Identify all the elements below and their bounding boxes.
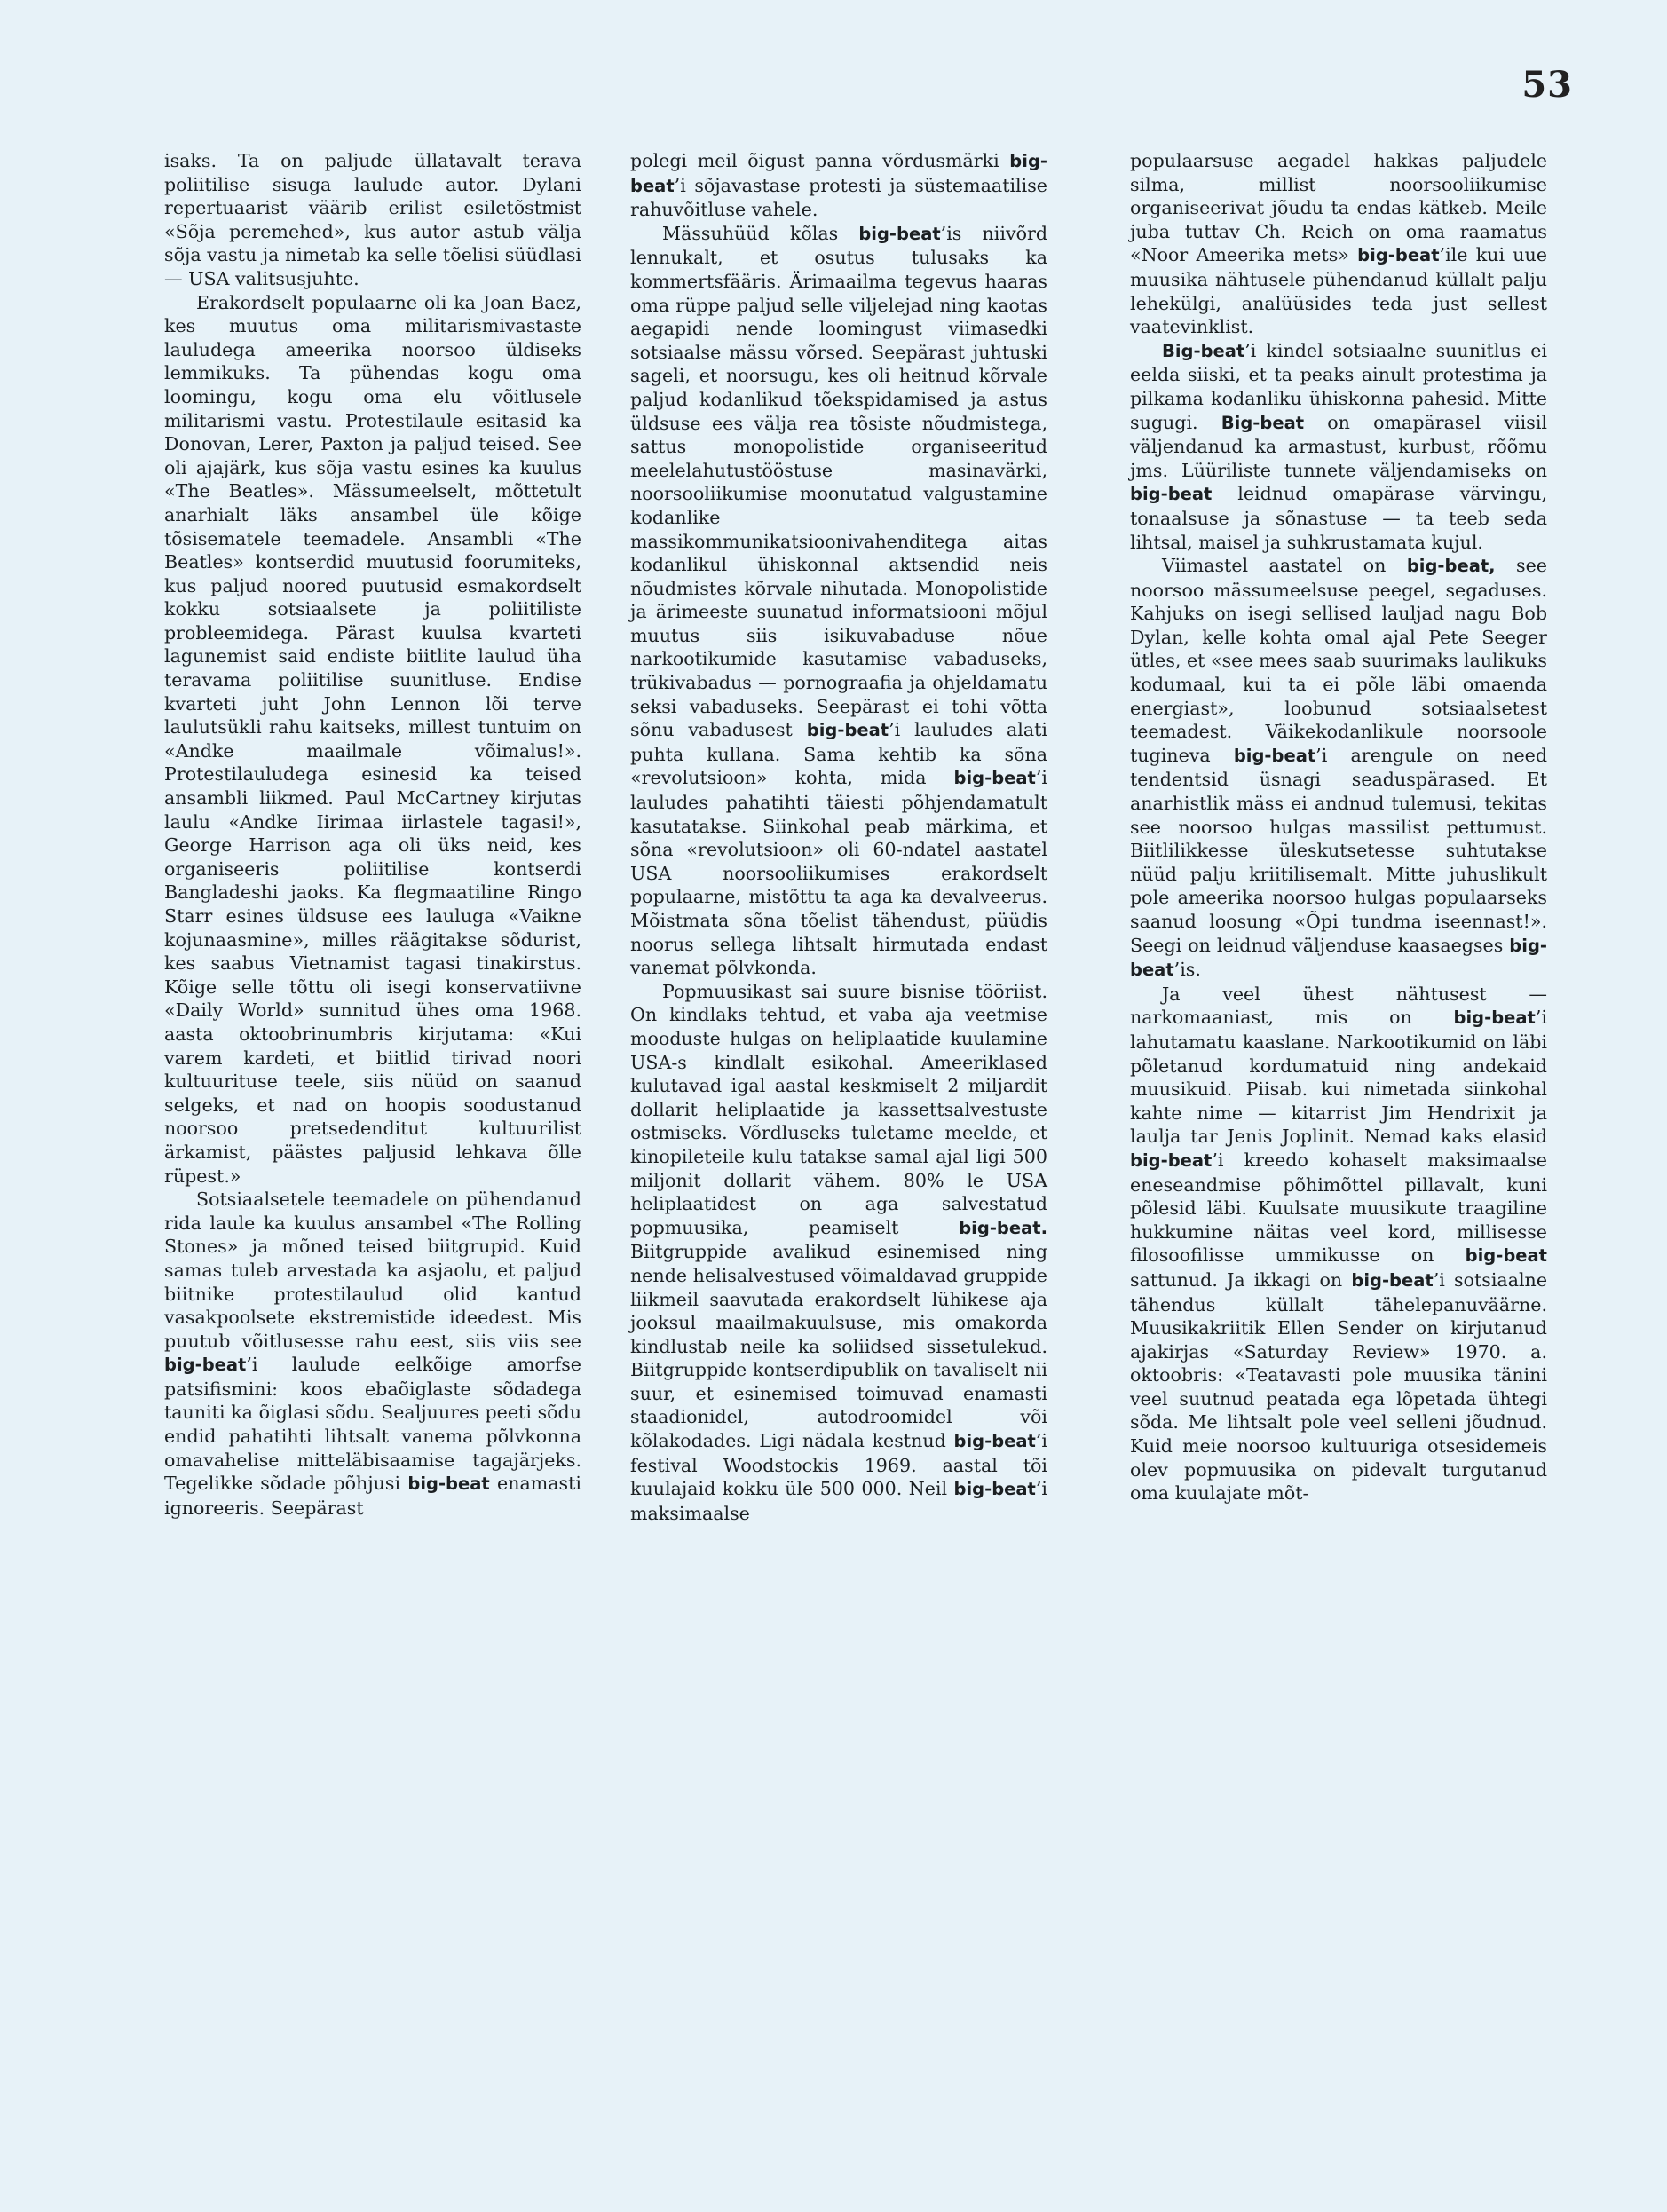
big-beat-term: big-beat xyxy=(1453,1007,1536,1029)
text-column-3 xyxy=(1130,149,1547,1505)
big-beat-term: big-beat xyxy=(953,768,1036,789)
big-beat-term: big-beat. xyxy=(959,1217,1047,1238)
big-beat-term: big-beat xyxy=(407,1473,490,1495)
paragraph: Big-beat’i kindel sotsiaalne suunitlus ei eelda siiski, et ta peaks ainult protestima ja pilkama kodanliku ühiskonna pahesid. Mitte sugugi. Big-beat on omapärasel viisil väljendanud ka armastust, kurbust, rõõmu jms. Lüüriliste tunnete väljendamiseks on big-beat leidnud omapärase värvingu, tonaalsuse ja sõnastuse — ta teeb seda lihtsal, maisel ja suhkrustamata kujul. xyxy=(1130,339,1547,553)
big-beat-term: big-beat xyxy=(806,720,889,741)
paragraph: Ja veel ühest nähtusest — narkomaaniast, mis on big-beat’i lahutamatu kaaslane. Narkootikumid on läbi põletanud kordumatuid ning andekaid muusikuid. Piisab. kui nimetada siinkohal kahte nime — kitarrist Jim Hendrixit ja laulja tar Jenis Joplinit. Nemad kaks elasid big-beat’i kreedo kohaselt maksimaalse eneseandmise põhimõttel pillavalt, kuni põlesid läbi. Kuulsate muusikute traagiline hukkumine näitas veel kord, millisesse filosoofilisse ummikusse on big-beat sattunud. Ja ikkagi on big-beat’i sotsiaalne tähendus küllalt tähelepanuväärne. Muusikakriitik Ellen Sender on kirjutanud ajakirjas «Saturday Review» 1970. a. oktoobris: «Teatavasti pole muusika tänini veel suutnud peatada ega lõpetada ühtegi sõda. Me lihtsalt pole veel selleni jõudnud. Kuid meie noorsoo kultuuriga otsesidemeis olev popmuusika on pidevalt turgutanud oma kuulajate mõt- xyxy=(1130,983,1548,1505)
paragraph: Popmuusikast sai suure bisnise tööriist. On kindlaks tehtud, et vaba aja veetmise mooduste hulgas on heliplaatide kuulamine USA-s kindlalt esikohal. Ameeriklased kulutavad igal aastal keskmiselt 2 miljardit dollarit heliplaatide ja kassettsalvestuste ostmiseks. Võrdluseks tuletame meelde, et kinopileteile kulu tatakse samal ajal ligi 500 miljonit dollarit vähem. 80% le USA heliplaatidest on aga salvestatud popmuusika, peamiselt big-beat. Biitgruppide avalikud esinemised ning nende helisalvestused võimaldavad gruppide liikmeil saavutada erakordselt lühikese aja jooksul maailmakuulsuse, mis omakorda kindlustab neile ka soliidsed sissetulekud. Biitgruppide kontserdipublik on tavaliselt nii suur, et esinemised toimuvad enamasti staadionidel, autodroomidel või kõlakodades. Ligi nädala kestnud big-beat’i festival Woodstockis 1969. aastal tõi kuulajaid kokku üle 500 000. Neil big-beat’i maksimaalse xyxy=(630,980,1047,1524)
text-column-1 xyxy=(164,149,581,1520)
page-number: 53 xyxy=(1521,64,1573,106)
big-beat-term: big-beat xyxy=(1130,1149,1213,1171)
big-beat-term: big-beat xyxy=(1130,484,1213,505)
big-beat-term: big-beat, xyxy=(1406,556,1496,577)
paragraph: Viimastel aastatel on big-beat, see noorsoo mässumeelsuse peegel, segaduses. Kahjuks on isegi sellised lauljad nagu Bob Dylan, kelle kohta omal ajal Pete Seeger ütles, et «see mees saab suurimaks laulikuks kodumaal, kui ta ei põle läbi omaenda energiast», loobunud sotsiaalsetest teemadest. Väikekodanlikule noorsoole tugineva big-beat’i arengule on need tendentsid üsnagi seaduspärased. Et anarhistlik mäss ei andnud tulemusi, tekitas see noorsoo hulgas massilist pettumust. Biitlilikkesse üleskutsetesse suhtutakse nüüd palju kriitilisemalt. Mitte juhuslikult pole ameerika noorsoo hulgas populaarseks saanud loosung «Õpi tundma iseennast!». Seegi on leidnud väljenduse kaasaegses big-beat’is. xyxy=(1130,555,1547,981)
paragraph: Mässuhüüd kõlas big-beat’is niivõrd lennukalt, et osutus tulusaks ka kommertsfääris. Ärimaailma tegevus haaras oma rüppe paljud selle viljelejad ning kaotas aegapidi nende loomingust viimasedki sotsiaalse mässu võrsed. Seepärast juhtuski sageli, et noorsugu, kes oli heitnud kõrvale paljud kodanlikud tõekspidamised ja astus üldsuse ees välja rea tõsiste nõudmistega, sattus monopolistide organiseeritud meelelahutustööstuse masinavärki, noorsooliikumise moonutatud valgustamine kodanlike massikommunikatsioonivahenditega aitas kodanlikul ühiskonnal aktsendid neis nõudmistes kõrvale nihutada. Monopolistide ja ärimeeste suunatud informatsiooni mõjul muutus siis isikuvabaduse nõue narkootikumide kasutamise vabaduseks, trükivabadus — pornograafia ja ohjeldamatu seksi vabaduseks. Seepärast ei tohi võtta sõnu vabadusest big-beat’i lauludes alati puhta kullana. Sama kehtib ka sõna «revolutsioon» kohta, mida big-beat’i lauludes pahatihti täiesti põhjendamatult kasutatakse. Siinkohal peab märkima, et sõna «revolutsioon» oli 60-ndatel aastatel USA noorsooliikumises erakordselt populaarne, mistõttu ta aga ka devalveerus. Mõistmata sõna tõelist tähendust, püüdis noorus sellega lihtsalt hirmutada endast vanemat põlvkonda. xyxy=(630,222,1047,979)
big-beat-term: big-beat xyxy=(953,1479,1036,1500)
paragraph: isaks. Ta on paljude üllatavalt terava poliitilise sisuga laulude autor. Dylani repertuaarist väärib erilist esiletõstmist «Sõja peremehed», kus autor astub välja sõja vastu ja nimetab ka selle tõelisi süüdlasi — USA valitsusjuhte. xyxy=(164,150,581,289)
paragraph: populaarsuse aegadel hakkas paljudele silma, millist noorsooliikumise organiseerivat jõudu ta endas kätkeb. Meile juba tuttav Ch. Reich on oma raamatus «Noor Ameerika mets» big-beat’ile kui uue muusika nähtusele pühendanud küllalt palju lehekülgi, analüüsides teda just sellest vaatevinklist. xyxy=(1130,150,1547,338)
big-beat-term: big-beat xyxy=(858,223,941,244)
paragraph: polegi meil õigust panna võrdusmärki big-beat’i sõjavastase protesti ja süstemaatilise rahuvõitluse vahele. xyxy=(630,150,1047,221)
big-beat-term: big-beat xyxy=(164,1355,247,1376)
big-beat-term: big-beat xyxy=(1233,745,1316,766)
big-beat-term: big-beat xyxy=(1357,245,1440,266)
big-beat-term: big-beat xyxy=(1130,935,1547,981)
paragraph: Erakordselt populaarne oli ka Joan Baez, kes muutus oma militarismivastaste lauludega ameerika noorsoo üldiseks lemmikuks. Ta pühendas kogu oma loomingu, kogu oma elu võitlusele militarismi vastu. Protestilaule esitasid ka Donovan, Lerer, Paxton ja paljud teised. See oli ajajärk, kus sõja vastu esines ka kuulus «The Beatles». Mässumeelselt, mõttetult anarhialt läks ansambel üle kõige tõsisematele teemadele. Ansambli «The Beatles» kontserdid muutusid foorumiteks, kus paljud noored puutusid esmakordselt kokku sotsiaalsete ja poliitiliste probleemidega. Pärast kuulsa kvarteti lagunemist said endiste biitlite laulud üha teravama poliitilise suunitluse. Endise kvarteti juht John Lennon lõi terve laulutsükli rahu kaitseks, millest tuntuim on «Andke maailmale võimalus!». Protestilauludega esinesid ka teised ansambli liikmed. Paul McCartney kirjutas laulu «Andke Iirimaa iirlastele tagasi!», George Harrison aga oli üks neid, kes organiseeris poliitilise kontserdi Bangladeshi jaoks. Ka flegmaatiline Ringo Starr esines üldsuse ees lauluga «Vaikne kojunaasmine», milles räägitakse sõdurist, kes saabus Vietnamist tagasi tinakirstus. Kõige selle tõttu oli isegi konservatiivne «Daily World» sunnitud ühes oma 1968. aasta oktoobrinumbris kirjutama: «Kui varem kardeti, et biitlid tirivad noori kultuurituse teele, siis nüüd on saanud selgeks, et nad on hoopis soodustanud noorsoo pretsedenditut kultuurilist ärkamist, päästes paljusid lehkava õlle rüpest.» xyxy=(164,291,581,1187)
big-beat-term: Big-beat xyxy=(1221,412,1305,433)
text-column-2 xyxy=(630,149,1047,1525)
big-beat-term: big-beat xyxy=(953,1431,1036,1452)
big-beat-term: big-beat xyxy=(630,151,1047,196)
paragraph: Sotsiaalsetele teemadele on pühendanud rida laule ka kuulus ansambel «The Rolling Stones» ja mõned teised biitgrupid. Kuid samas tuleb arvestada ka asjaolu, et paljud biitnike protestilaulud olid kantud vasakpoolsete ekstremistide ideedest. Mis puutub võitlusesse rahu eest, siis viis see big-beat’i laulude eelkõige amorfse patsifismini: koos ebaõiglaste sõdadega tauniti ka õiglasi sõdu. Sealjuures peeti sõdu endid pahatihti lihtsalt vanema põlvkonna omavahelise mitteläbisaamise tagajärjeks. Tegelikke sõdade põhjusi big-beat enamasti ignoreeris. Seepärast xyxy=(164,1189,581,1519)
big-beat-term: Big-beat xyxy=(1162,340,1245,361)
big-beat-term: big-beat xyxy=(1465,1245,1547,1267)
big-beat-term: big-beat xyxy=(1351,1269,1434,1291)
